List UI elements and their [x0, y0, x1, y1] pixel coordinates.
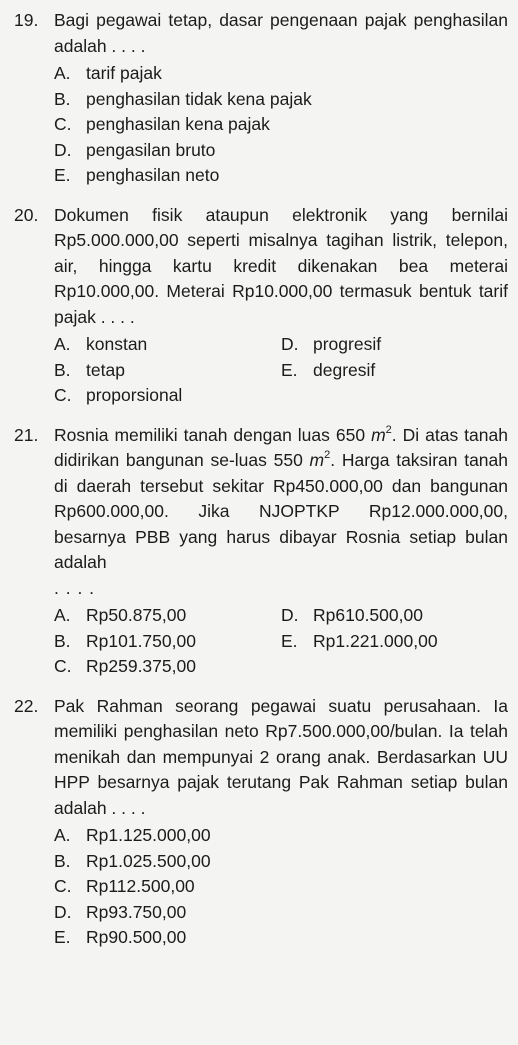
option-b[interactable]: B. Rp101.750,00 — [54, 630, 196, 651]
option-d[interactable]: D. pengasilan bruto — [54, 139, 216, 160]
option-a[interactable]: A. Rp1.125.000,00 — [54, 825, 211, 845]
option-e[interactable]: E. Rp90.500,00 — [54, 927, 187, 947]
question-text: Bagi pegawai tetap, dasar pengenaan pajak penghasilan adalah . . . . — [54, 10, 508, 56]
option-c[interactable]: C. Rp112.500,00 — [54, 876, 195, 896]
question-20 — [14, 203, 508, 409]
question-19 — [14, 8, 508, 189]
option-list — [54, 332, 508, 409]
option-b[interactable]: B. Rp1.025.500,00 — [54, 850, 211, 871]
option-b[interactable]: B. tetap — [54, 359, 125, 380]
option-a[interactable]: A. konstan — [54, 334, 148, 354]
option-b[interactable]: B. penghasilan tidak kena pajak — [54, 88, 312, 109]
question-number: 22. — [14, 695, 39, 716]
option-list — [54, 61, 508, 189]
question-number: 21. — [14, 424, 39, 445]
option-list — [54, 823, 508, 951]
question-number: 20. — [14, 204, 39, 225]
question-text: Pak Rahman seorang pegawai suatu perusahaan. Ia memiliki penghasilan neto Rp7.500.000,00/bulan. Ia telah menikah dan mempunyai 2 orang anak. Berdasarkan UU HPP besarnya pajak terutang Pak Rahman setiap bulan adalah . . . . — [54, 695, 508, 818]
option-e[interactable]: E. penghasilan neto — [54, 165, 220, 185]
question-21 — [14, 423, 508, 680]
option-c[interactable]: C. proporsional — [54, 385, 183, 405]
option-a[interactable]: A. Rp50.875,00 — [54, 605, 187, 625]
option-d[interactable]: D. Rp93.750,00 — [54, 901, 187, 922]
question-text: Rosnia memiliki tanah dengan luas 650 $m^2$. Di atas tanah didirikan bangunan se-luas 550 $m^2$. Harga taksiran tanah di daerah tersebut sekitar Rp450.000,00 dan bangunan Rp600.000,00. Jika NJOPTKP Rp12.000.000,00, besarnya PBB yang harus dibayar Rosnia setiap bulan adalah — [54, 423, 509, 572]
option-a[interactable]: A. tarif pajak — [54, 63, 162, 83]
answer-blank: . . . . — [54, 577, 96, 598]
option-e[interactable]: E. Rp1.221.000,00 — [281, 630, 438, 651]
option-d[interactable]: D. progresif — [281, 334, 382, 354]
question-22 — [14, 694, 508, 951]
option-c[interactable]: C. Rp259.375,00 — [54, 656, 196, 676]
option-list — [54, 603, 508, 680]
option-e[interactable]: E. degresif — [281, 359, 376, 380]
question-text: Dokumen fisik ataupun elektronik yang bernilai Rp5.000.000,00 seperti misalnya tagihan listrik, telepon, air, hingga kartu kredit dikenakan bea meterai Rp10.000,00. Meterai Rp10.000,00 termasuk bentuk tarif pajak . . . . — [54, 204, 508, 327]
question-number: 19. — [14, 10, 39, 30]
option-c[interactable]: C. penghasilan kena pajak — [54, 114, 270, 134]
option-d[interactable]: D. Rp610.500,00 — [281, 605, 423, 625]
